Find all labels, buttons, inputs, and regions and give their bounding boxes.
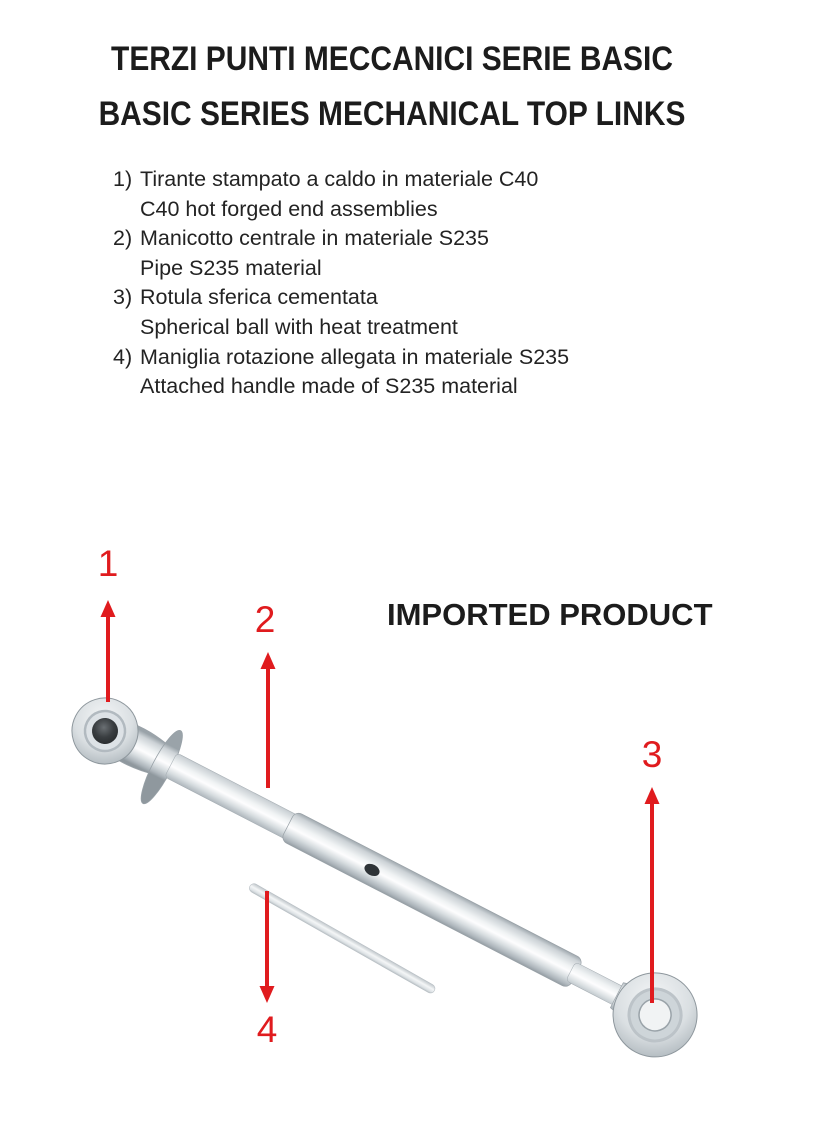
callout-arrow-3	[645, 787, 660, 1003]
callout-label-3: 3	[641, 734, 663, 775]
feature-number: 3)	[113, 285, 133, 310]
feature-text-english: C40 hot forged end assemblies	[140, 196, 438, 221]
feature-text-english: Pipe S235 material	[140, 255, 322, 280]
feature-number: 2)	[113, 226, 133, 251]
threaded-rod	[165, 753, 302, 841]
feature-number: 4)	[113, 344, 133, 369]
imported-product-label: IMPORTED PRODUCT	[387, 597, 713, 632]
top-link-body	[54, 679, 712, 1076]
callout-label-2: 2	[254, 599, 276, 640]
callout-label-4: 4	[256, 1009, 278, 1050]
feature-text-english: Attached handle made of S235 material	[140, 374, 518, 399]
page-title-english: BASIC SERIES MECHANICAL TOP LINKS	[98, 95, 686, 133]
feature-text-italian: Rotula sferica cementata	[140, 285, 378, 310]
feature-text-italian: Manicotto centrale in materiale S235	[140, 226, 489, 251]
callout-arrow-4	[260, 891, 275, 1003]
feature-number: 1)	[113, 167, 133, 191]
page-title-italian: TERZI PUNTI MECCANICI SERIE BASIC	[111, 40, 673, 78]
feature-text-italian: Tirante stampato a caldo in materiale C40	[140, 167, 539, 191]
callout-label-1: 1	[97, 543, 119, 584]
feature-text-english: Spherical ball with heat treatment	[140, 314, 458, 339]
feature-text-italian: Maniglia rotazione allegata in materiale S235	[140, 344, 570, 369]
central-pipe	[280, 811, 583, 989]
callout-arrow-1	[101, 600, 116, 702]
callout-arrow-2	[261, 652, 276, 788]
